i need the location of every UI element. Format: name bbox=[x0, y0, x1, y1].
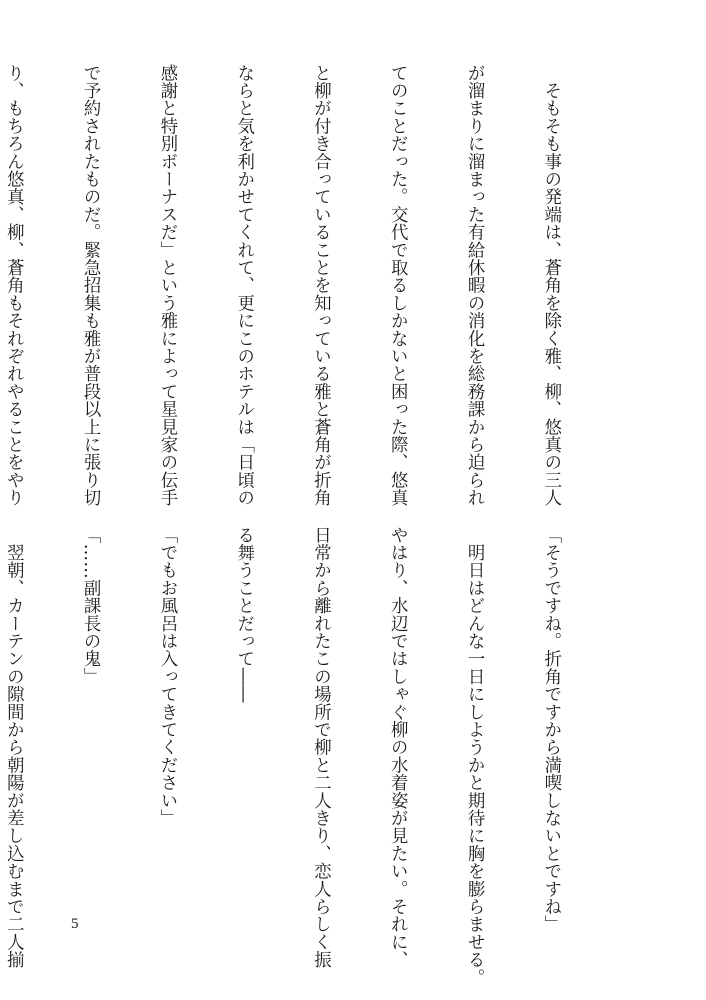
text-line: ならと気を利かせてくれて、更にこのホテルは「日頃の bbox=[233, 64, 254, 507]
text-line: 「でもお風呂は入ってきてください」 bbox=[156, 526, 177, 827]
text-line: 日常から離れたこの場所で柳と二人きり、恋人らしく振 bbox=[310, 526, 331, 969]
page-number: 5 bbox=[71, 916, 79, 932]
text-line: 「そうですね。折角ですから満喫しないとですね」 bbox=[540, 526, 561, 934]
text-line: が溜まりに溜まった有給休暇の消化を総務課から迫られ bbox=[464, 64, 485, 507]
main-text-block-upper bbox=[0, 64, 614, 507]
text-line: 明日はどんな一日にしようかと期待に胸を膨らませる。 bbox=[464, 526, 485, 987]
text-line: と柳が付き合っていることを知っている雅と蒼角が折角 bbox=[310, 64, 331, 507]
text-line: り、もちろん悠真、柳、蒼角もそれぞれやることをやり bbox=[3, 64, 24, 507]
text-line: 翌朝、カーテンの隙間から朝陽が差し込むまで二人揃 bbox=[3, 526, 24, 969]
text-line: 感謝と特別ボーナスだ」という雅によって星見家の伝手 bbox=[156, 64, 177, 507]
text-line: で予約されたものだ。緊急招集も雅が普段以上に張り切 bbox=[80, 64, 101, 507]
text-line: そもそも事の発端は、蒼角を除く雅、柳、悠真の三人 bbox=[540, 64, 561, 507]
text-line: 「……副課長の鬼」 bbox=[80, 526, 101, 686]
text-line: る舞うことだって―― bbox=[233, 526, 254, 703]
main-text-block-lower bbox=[0, 526, 614, 987]
text-line: てのことだった。交代で取るしかないと困った際、悠真 bbox=[387, 64, 408, 507]
text-line: やはり、水辺ではしゃぐ柳の水着姿が見たい。それに、 bbox=[387, 526, 408, 969]
